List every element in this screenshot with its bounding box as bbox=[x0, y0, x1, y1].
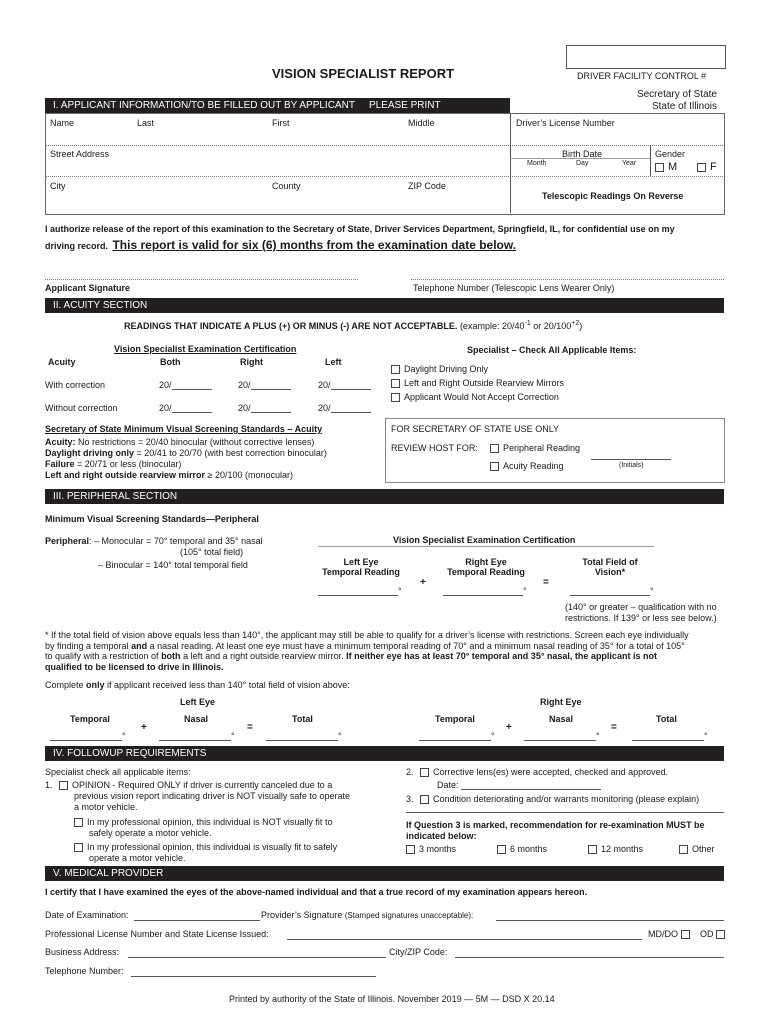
license-number-label: Driver’s License Number bbox=[516, 118, 615, 128]
q3-note: If Question 3 is marked, recommendation for re-examination MUST be indicated below: bbox=[406, 820, 705, 841]
item2-corrective-lens[interactable]: 2. Corrective lens(es) were accepted, checked and approved. bbox=[406, 767, 669, 777]
col-left: Left bbox=[325, 357, 342, 367]
left-total-field[interactable]: ° bbox=[266, 731, 342, 741]
with-both-field[interactable]: 20/ bbox=[159, 380, 212, 390]
provider-signature-label: Provider’s Signature (Stamped signatures unacceptable): bbox=[261, 910, 474, 920]
female-checkbox[interactable] bbox=[697, 163, 706, 172]
reexam-12-months[interactable]: 12 months bbox=[588, 844, 643, 854]
business-address-field[interactable] bbox=[128, 957, 386, 958]
with-right-field[interactable]: 20/ bbox=[238, 380, 291, 390]
opinion-fit-option[interactable]: In my professional opinion, this individual is visually fit to safely operate a motor vehicle. bbox=[74, 842, 337, 864]
authorization-text: I authorize release of the report of this examination to the Secretary of State, Driver Services Department, Springfield, IL, for confidential use on my bbox=[45, 224, 675, 234]
form-title: VISION SPECIALIST REPORT bbox=[272, 66, 455, 81]
left-temporal-label: Temporal bbox=[70, 714, 110, 724]
peripheral-binocular: – Binocular = 140° total temporal field bbox=[98, 560, 248, 570]
exam-date-label: Date of Examination: bbox=[45, 910, 129, 920]
control-number-label: DRIVER FACILITY CONTROL # bbox=[577, 71, 707, 81]
validity-note: This report is valid for six (6) months from the examination date below. bbox=[112, 238, 517, 252]
birth-month-label: Month bbox=[527, 160, 547, 167]
right-plus-sign: + bbox=[506, 722, 512, 733]
male-checkbox[interactable] bbox=[655, 163, 664, 172]
complete-only-note: Complete only if applicant received less than 140° total field of vision above: bbox=[45, 680, 350, 690]
col-both: Both bbox=[160, 357, 181, 367]
explain-line[interactable] bbox=[406, 812, 724, 813]
acuity-reading-checkbox[interactable] bbox=[490, 462, 499, 471]
right-total-label: Total bbox=[656, 714, 677, 724]
opinion-not-fit-option[interactable]: In my professional opinion, this individual is NOT visually fit to safely operate a motor vehicle. bbox=[74, 817, 332, 839]
item2-date-field[interactable]: Date: bbox=[437, 780, 601, 790]
applicant-signature-label: Applicant Signature bbox=[45, 283, 131, 293]
peripheral-reading-option[interactable]: Peripheral Reading bbox=[490, 443, 580, 453]
six-months-checkbox[interactable] bbox=[497, 845, 506, 854]
od-option[interactable]: OD bbox=[700, 929, 729, 939]
agency-line2: State of Illinois bbox=[651, 101, 717, 112]
condition-checkbox[interactable] bbox=[420, 795, 429, 804]
right-temporal-label: Temporal bbox=[435, 714, 475, 724]
specialist-check-title: Specialist – Check All Applicable Items: bbox=[467, 345, 637, 355]
sos-use-title: FOR SECRETARY OF STATE USE ONLY bbox=[391, 424, 560, 434]
acuity-standard-2: Daylight driving only = 20/41 to 20/70 (with best correction binocular) bbox=[45, 448, 327, 458]
street-address-label: Street Address bbox=[50, 149, 110, 159]
without-both-field[interactable]: 20/ bbox=[159, 403, 212, 413]
daylight-only-option[interactable]: Daylight Driving Only bbox=[391, 364, 488, 374]
refuse-correction-option[interactable]: Applicant Would Not Accept Correction bbox=[391, 392, 559, 402]
item1-opinion[interactable]: 1. OPINION - Required ONLY if driver is currently canceled due to a previous vision report indicating driver is NOT visually safe to operate a motor vehicle. bbox=[45, 780, 350, 812]
check-items-label: Specialist check all applicable items: bbox=[45, 767, 191, 777]
peripheral-footnote: * If the total field of vision above equals less than 140°, the applicant may still be able to qualify for a driver’s license with restrictions. Screen each eye individually by finding a temporal and a nasal reading. At least one eye must have a minimum temporal reading of 70° and a minimum nasal reading of 35° for a total of 105° to qualify with a restriction of both a left and a right outside rearview mirror. If neither eye has at least 70° temporal and 35° nasal, the applicant is not qualified to be licensed to drive in Illinois. bbox=[45, 630, 689, 672]
od-checkbox[interactable] bbox=[716, 930, 725, 939]
three-months-checkbox[interactable] bbox=[406, 845, 415, 854]
daylight-checkbox[interactable] bbox=[391, 365, 400, 374]
peripheral-cert-title: Vision Specialist Examination Certification bbox=[393, 535, 576, 545]
gender-label: Gender bbox=[655, 149, 686, 159]
right-total-field[interactable]: ° bbox=[632, 731, 708, 741]
peripheral-monocular: Peripheral: – Monocular = 70° temporal and 35° nasal bbox=[45, 536, 263, 546]
right-eye-heading: Right Eye bbox=[540, 697, 582, 707]
provider-signature-field[interactable] bbox=[496, 920, 724, 921]
left-eye-temporal-header: Left Eye Temporal Reading bbox=[322, 557, 400, 577]
col-right: Right bbox=[240, 357, 263, 367]
city-zip-field[interactable] bbox=[455, 957, 724, 958]
section-5-header: V. MEDICAL PROVIDER bbox=[45, 866, 724, 881]
control-number-box[interactable] bbox=[566, 45, 726, 69]
birth-date-label: Birth Date bbox=[562, 149, 603, 159]
telescopic-readings-note: Telescopic Readings On Reverse bbox=[542, 191, 684, 201]
first-name-label: First bbox=[272, 118, 290, 128]
city-label: City bbox=[50, 181, 66, 191]
total-field-note-1: (140° or greater – qualification with no bbox=[565, 602, 717, 612]
section-4-header: IV. FOLLOWUP REQUIREMENTS bbox=[45, 746, 724, 761]
review-host-label: REVIEW HOST FOR: bbox=[391, 443, 478, 453]
col-acuity: Acuity bbox=[48, 357, 76, 367]
left-eye-heading: Left Eye bbox=[180, 697, 216, 707]
acuity-standard-3: Failure = 20/71 or less (binocular) bbox=[45, 459, 182, 469]
telephone-label: Telephone Number (Telescopic Lens Wearer Only) bbox=[413, 283, 615, 293]
reexam-3-months[interactable]: 3 months bbox=[406, 844, 456, 854]
license-number-issued-label: Professional License Number and State License Issued: bbox=[45, 929, 269, 939]
total-field-header: Total Field of Vision* bbox=[582, 557, 638, 577]
without-right-field[interactable]: 20/ bbox=[238, 403, 291, 413]
corrective-lens-checkbox[interactable] bbox=[420, 768, 429, 777]
gender-female-option[interactable]: F bbox=[697, 161, 717, 173]
plus-sign: + bbox=[420, 577, 426, 588]
right-eye-temporal-header: Right Eye Temporal Reading bbox=[447, 557, 525, 577]
readings-note: READINGS THAT INDICATE A PLUS (+) OR MINUS (-) ARE NOT ACCEPTABLE. (example: $20/40^{-1}$ or $20/100^{+2}$) bbox=[124, 320, 583, 331]
total-field-input[interactable]: ° bbox=[570, 586, 654, 596]
section-3-header: III. PERIPHERAL SECTION bbox=[45, 489, 724, 504]
last-name-label: Last bbox=[137, 118, 155, 128]
license-number-field[interactable] bbox=[287, 939, 642, 940]
acuity-cert-title: Vision Specialist Examination Certification bbox=[114, 344, 297, 354]
fit-checkbox[interactable] bbox=[74, 843, 83, 852]
right-temporal-field[interactable]: ° bbox=[419, 731, 495, 741]
middle-name-label: Middle bbox=[408, 118, 435, 128]
left-plus-sign: + bbox=[141, 722, 147, 733]
gender-male-option[interactable]: M bbox=[655, 161, 677, 173]
county-label: County bbox=[272, 181, 301, 191]
total-field-note-2: restrictions. If 139° or less see below.) bbox=[565, 613, 717, 623]
provider-telephone-field[interactable] bbox=[131, 976, 376, 977]
right-eye-temporal-field[interactable]: ° bbox=[443, 586, 527, 596]
initials-label: (Initials) bbox=[619, 462, 644, 469]
city-zip-label: City/ZIP Code: bbox=[389, 947, 448, 957]
left-nasal-label: Nasal bbox=[184, 714, 209, 724]
section-2-header: II. ACUITY SECTION bbox=[45, 298, 724, 313]
section-1-header: I. APPLICANT INFORMATION/TO BE FILLED OUT BY APPLICANT PLEASE PRINT bbox=[45, 98, 510, 113]
peripheral-standards-title: Minimum Visual Screening Standards—Peripheral bbox=[45, 514, 259, 524]
reexam-6-months[interactable]: 6 months bbox=[497, 844, 547, 854]
left-eye-temporal-field[interactable]: ° bbox=[318, 586, 402, 596]
exam-date-field[interactable] bbox=[134, 920, 260, 921]
certify-text: I certify that I have examined the eyes of the above-named individual and that a true record of my examination appears hereon. bbox=[45, 887, 588, 897]
equals-sign: = bbox=[543, 577, 549, 588]
opinion-checkbox[interactable] bbox=[59, 781, 68, 790]
left-nasal-field[interactable]: ° bbox=[159, 731, 235, 741]
name-label: Name bbox=[50, 118, 75, 128]
footer-printed-note: Printed by authority of the State of Illinois. November 2019 — 5M — DSD X 20.14 bbox=[229, 994, 555, 1004]
with-left-field[interactable]: 20/ bbox=[318, 380, 371, 390]
without-correction-label: Without correction bbox=[45, 403, 118, 413]
zip-code-label: ZIP Code bbox=[408, 181, 446, 191]
birth-year-label: Year bbox=[622, 160, 637, 167]
item3-condition[interactable]: 3. Condition deteriorating and/or warrants monitoring (please explain) bbox=[406, 794, 700, 804]
right-nasal-field[interactable]: ° bbox=[524, 731, 600, 741]
right-equals-sign: = bbox=[611, 722, 617, 733]
peripheral-monocular-total: (105° total field) bbox=[180, 547, 244, 557]
md-do-checkbox[interactable] bbox=[681, 930, 690, 939]
provider-telephone-label: Telephone Number: bbox=[45, 966, 124, 976]
md-do-option[interactable]: MD/DO bbox=[648, 929, 694, 939]
validity-line: driving record. This report is valid for six (6) months from the examination date below. bbox=[45, 238, 517, 252]
left-equals-sign: = bbox=[247, 722, 253, 733]
acuity-reading-option[interactable]: Acuity Reading bbox=[490, 461, 564, 471]
twelve-months-checkbox[interactable] bbox=[588, 845, 597, 854]
acuity-standard-1: Acuity: No restrictions = 20/40 binocular (without corrective lenses) bbox=[45, 437, 315, 447]
birth-day-label: Day bbox=[576, 160, 589, 167]
mirrors-option[interactable]: Left and Right Outside Rearview Mirrors bbox=[391, 378, 564, 388]
reexam-other[interactable]: Other bbox=[679, 844, 715, 854]
business-address-label: Business Address: bbox=[45, 947, 120, 957]
right-nasal-label: Nasal bbox=[549, 714, 574, 724]
peripheral-reading-checkbox[interactable] bbox=[490, 444, 499, 453]
not-fit-checkbox[interactable] bbox=[74, 818, 83, 827]
with-correction-label: With correction bbox=[45, 380, 106, 390]
left-temporal-field[interactable]: ° bbox=[50, 731, 126, 741]
other-checkbox[interactable] bbox=[679, 845, 688, 854]
acuity-standards-title: Secretary of State Minimum Visual Screening Standards – Acuity bbox=[45, 424, 323, 434]
mirrors-checkbox[interactable] bbox=[391, 379, 400, 388]
refuse-checkbox[interactable] bbox=[391, 393, 400, 402]
without-left-field[interactable]: 20/ bbox=[318, 403, 371, 413]
agency-line1: Secretary of State bbox=[636, 89, 717, 100]
left-total-label: Total bbox=[292, 714, 313, 724]
acuity-standard-4: Left and right outside rearview mirror ≥ 20/100 (monocular) bbox=[45, 470, 294, 480]
